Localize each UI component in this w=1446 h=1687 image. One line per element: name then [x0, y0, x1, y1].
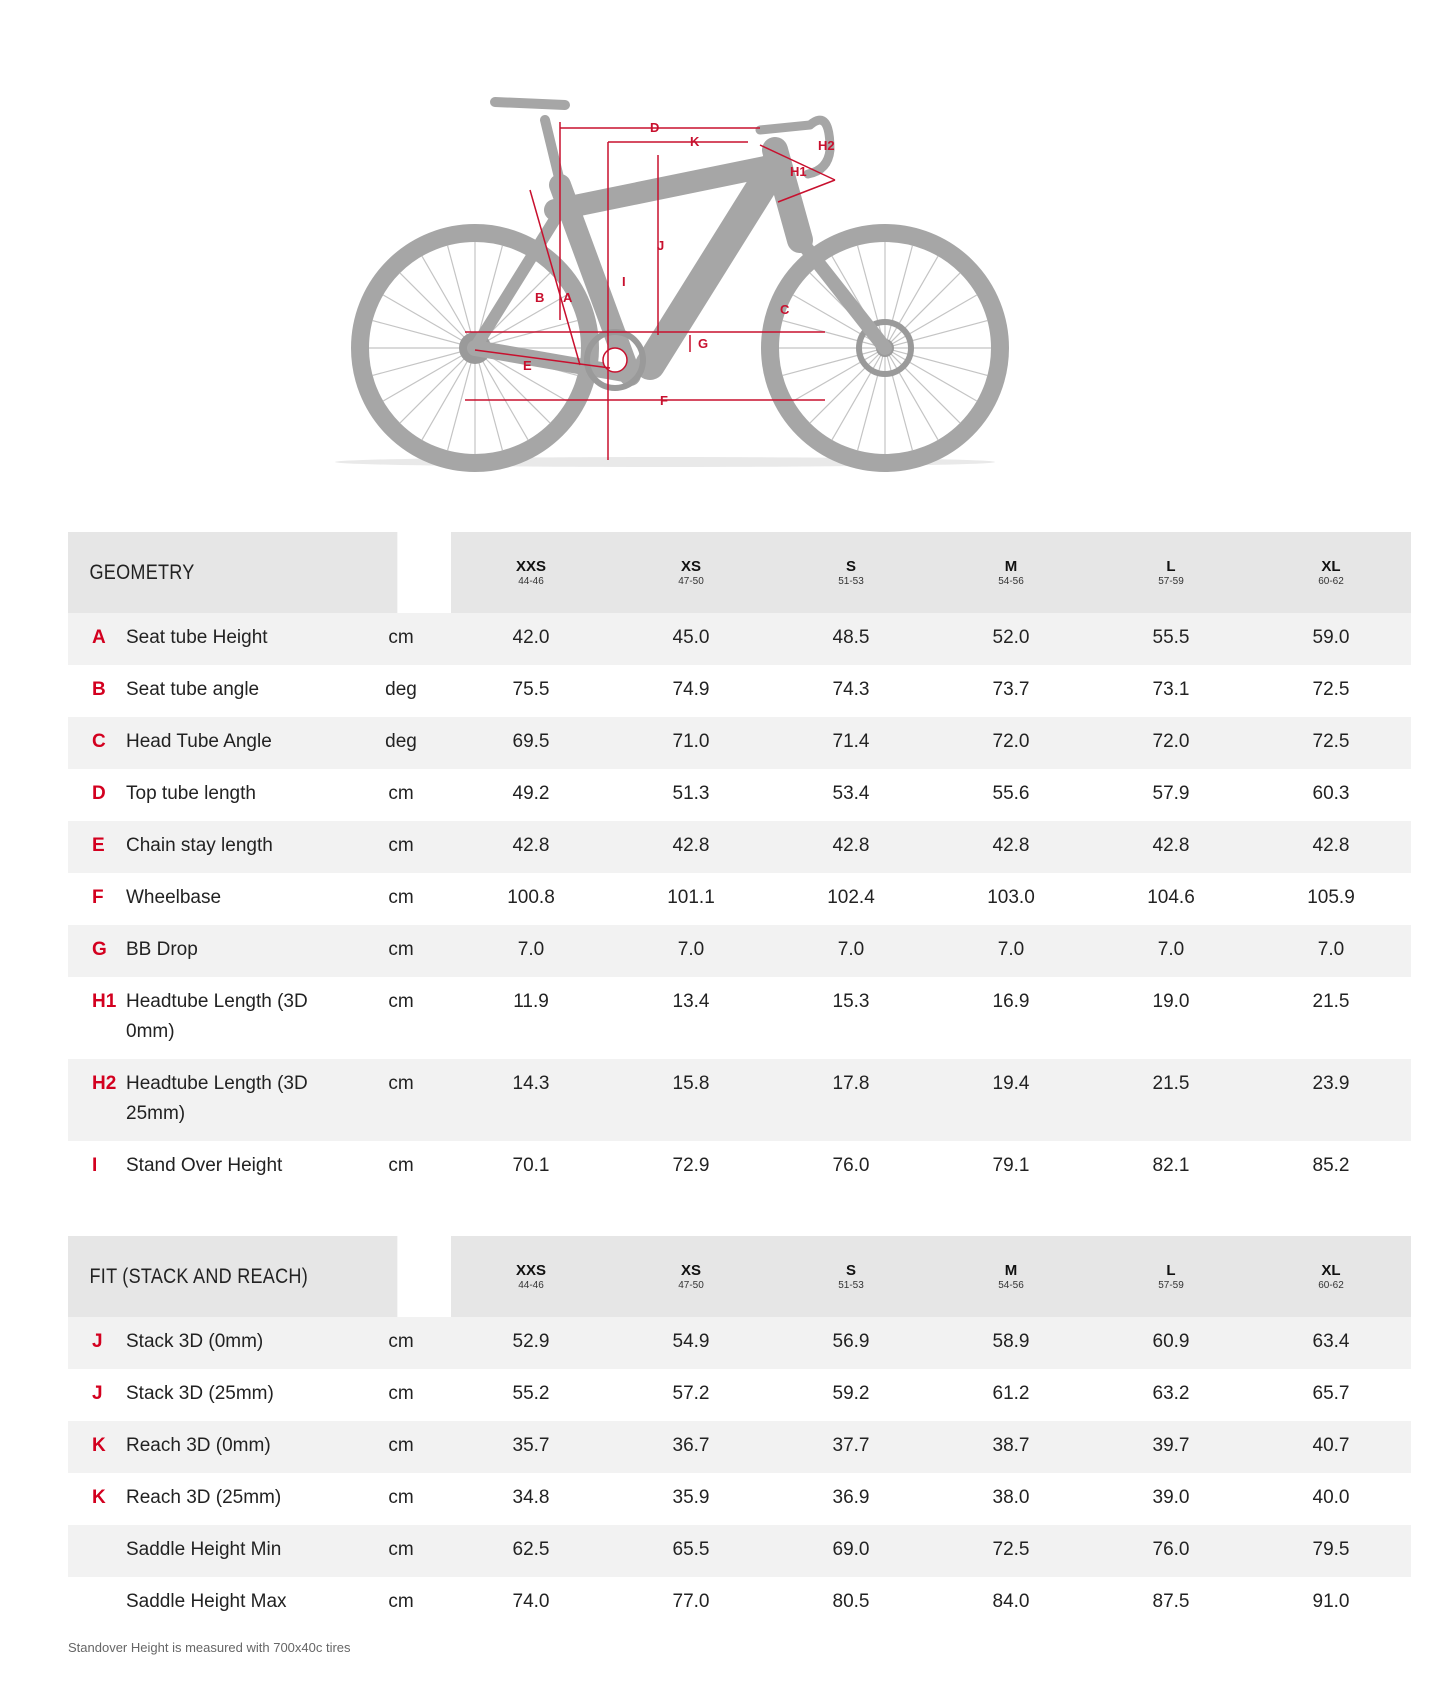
size-value: 71.4	[771, 717, 931, 769]
size-value: 7.0	[771, 925, 931, 977]
size-value: 59.2	[771, 1369, 931, 1421]
dimension-code: J	[68, 1369, 126, 1421]
size-value: 70.1	[451, 1141, 611, 1193]
size-value: 76.0	[1091, 1525, 1251, 1577]
size-value: 101.1	[611, 873, 771, 925]
dimension-name: Wheelbase	[126, 873, 351, 925]
size-value: 73.1	[1091, 665, 1251, 717]
dimension-unit: cm	[351, 873, 451, 925]
size-value: 71.0	[611, 717, 771, 769]
table-row	[68, 665, 1411, 717]
table-row	[68, 1317, 1411, 1369]
size-name: XS	[681, 557, 702, 575]
size-range: 47-50	[678, 1279, 704, 1291]
fit-header	[68, 1236, 1411, 1317]
size-value: 56.9	[771, 1317, 931, 1369]
size-range: 54-56	[998, 1279, 1024, 1291]
size-column-header	[451, 1236, 611, 1317]
size-value: 53.4	[771, 769, 931, 821]
size-value: 74.3	[771, 665, 931, 717]
size-name: L	[1166, 557, 1176, 575]
size-value: 76.0	[771, 1141, 931, 1193]
size-range: 60-62	[1318, 1279, 1344, 1291]
geometry-header	[68, 532, 1411, 613]
size-value: 21.5	[1251, 977, 1411, 1059]
dimension-code: I	[68, 1141, 126, 1193]
size-range: 44-46	[518, 575, 544, 587]
dimension-unit: cm	[351, 1369, 451, 1421]
size-value: 40.0	[1251, 1473, 1411, 1525]
size-value: 80.5	[771, 1577, 931, 1629]
size-value: 51.3	[611, 769, 771, 821]
geometry-rows	[68, 613, 1411, 1193]
size-range: 47-50	[678, 575, 704, 587]
size-value: 45.0	[611, 613, 771, 665]
dimension-code	[68, 1525, 126, 1577]
size-value: 7.0	[611, 925, 771, 977]
size-value: 11.9	[451, 977, 611, 1059]
dimension-unit: cm	[351, 1525, 451, 1577]
spoke	[885, 348, 938, 440]
size-value: 37.7	[771, 1421, 931, 1473]
dimension-name: Top tube length	[126, 769, 351, 821]
size-range: 60-62	[1318, 575, 1344, 587]
size-value: 77.0	[611, 1577, 771, 1629]
size-name: S	[846, 557, 857, 575]
size-value: 15.8	[611, 1059, 771, 1141]
size-value: 59.0	[1251, 613, 1411, 665]
dimension-label: E	[523, 358, 532, 373]
table-row	[68, 1421, 1411, 1473]
size-value: 62.5	[451, 1525, 611, 1577]
fit-title: FIT (STACK AND REACH)	[68, 1236, 397, 1317]
dimension-name: Head Tube Angle	[126, 717, 351, 769]
table-row	[68, 1141, 1411, 1193]
size-value: 40.7	[1251, 1421, 1411, 1473]
size-value: 34.8	[451, 1473, 611, 1525]
size-value: 16.9	[931, 977, 1091, 1059]
size-value: 7.0	[1091, 925, 1251, 977]
size-column-header	[931, 1236, 1091, 1317]
size-column-header	[611, 1236, 771, 1317]
dimension-name: Chain stay length	[126, 821, 351, 873]
dimension-code: J	[68, 1317, 126, 1369]
size-value: 7.0	[451, 925, 611, 977]
size-value: 39.0	[1091, 1473, 1251, 1525]
size-value: 54.9	[611, 1317, 771, 1369]
size-value: 63.2	[1091, 1369, 1251, 1421]
dimension-name: Saddle Height Min	[126, 1525, 351, 1577]
size-name: XL	[1321, 1261, 1341, 1279]
size-value: 100.8	[451, 873, 611, 925]
size-value: 104.6	[1091, 873, 1251, 925]
spoke	[885, 273, 960, 348]
size-column-header	[451, 532, 611, 613]
size-value: 72.0	[1091, 717, 1251, 769]
size-value: 55.5	[1091, 613, 1251, 665]
dimension-code: H2	[68, 1059, 126, 1141]
size-name: XL	[1321, 557, 1341, 575]
dimension-label: G	[698, 336, 709, 351]
size-range: 44-46	[518, 1279, 544, 1291]
table-row	[68, 769, 1411, 821]
size-value: 14.3	[451, 1059, 611, 1141]
size-value: 72.5	[1251, 665, 1411, 717]
dimension-name: Saddle Height Max	[126, 1577, 351, 1629]
dimension-name: Stack 3D (25mm)	[126, 1369, 351, 1421]
dimension-name: Seat tube Height	[126, 613, 351, 665]
size-value: 42.8	[931, 821, 1091, 873]
size-value: 35.9	[611, 1473, 771, 1525]
size-value: 74.0	[451, 1577, 611, 1629]
size-column-header	[611, 532, 771, 613]
size-name: L	[1166, 1261, 1176, 1279]
dimension-unit: cm	[351, 1421, 451, 1473]
dimension-unit: deg	[351, 717, 451, 769]
size-value: 91.0	[1251, 1577, 1411, 1629]
size-name: M	[1004, 557, 1018, 575]
size-value: 79.5	[1251, 1525, 1411, 1577]
size-value: 57.9	[1091, 769, 1251, 821]
size-range: 57-59	[1158, 1279, 1184, 1291]
dimension-unit: cm	[351, 769, 451, 821]
dimension-name: Stack 3D (0mm)	[126, 1317, 351, 1369]
dimension-label: I	[622, 274, 626, 289]
dimension-unit: cm	[351, 1473, 451, 1525]
size-value: 73.7	[931, 665, 1091, 717]
size-column-header	[1251, 1236, 1411, 1317]
table-row	[68, 717, 1411, 769]
dimension-label: F	[660, 393, 668, 408]
size-value: 72.0	[931, 717, 1091, 769]
table-row	[68, 873, 1411, 925]
size-value: 65.5	[611, 1525, 771, 1577]
size-value: 49.2	[451, 769, 611, 821]
size-column-header	[1091, 1236, 1251, 1317]
bike-geometry-diagram	[330, 90, 1050, 510]
size-value: 102.4	[771, 873, 931, 925]
dimension-label: H1	[790, 164, 807, 179]
geometry-title: GEOMETRY	[68, 532, 397, 613]
size-value: 52.9	[451, 1317, 611, 1369]
size-column-header	[931, 532, 1091, 613]
dimension-name: Reach 3D (25mm)	[126, 1473, 351, 1525]
size-value: 74.9	[611, 665, 771, 717]
dimension-code: G	[68, 925, 126, 977]
size-name: XS	[680, 1261, 701, 1279]
size-value: 7.0	[1251, 925, 1411, 977]
size-value: 58.9	[931, 1317, 1091, 1369]
size-value: 79.1	[931, 1141, 1091, 1193]
size-value: 85.2	[1251, 1141, 1411, 1193]
size-value: 87.5	[1091, 1577, 1251, 1629]
size-value: 55.2	[451, 1369, 611, 1421]
dimension-code: E	[68, 821, 126, 873]
size-value: 13.4	[611, 977, 771, 1059]
size-value: 105.9	[1251, 873, 1411, 925]
dimension-label: J	[657, 238, 665, 253]
size-value: 103.0	[931, 873, 1091, 925]
size-value: 55.6	[931, 769, 1091, 821]
spoke	[885, 256, 938, 348]
dimension-code: F	[68, 873, 126, 925]
table-row	[68, 925, 1411, 977]
size-value: 36.9	[771, 1473, 931, 1525]
fit-table	[68, 1236, 1411, 1629]
size-column-header	[771, 532, 931, 613]
size-column-header	[1251, 532, 1411, 613]
table-row	[68, 1369, 1411, 1421]
dimension-name: Seat tube angle	[126, 665, 351, 717]
table-row	[68, 613, 1411, 665]
spoke	[885, 295, 977, 348]
dimension-name: Headtube Length (3D 0mm)	[126, 977, 351, 1059]
dimension-label: K	[690, 134, 700, 149]
size-range: 54-56	[998, 575, 1024, 587]
size-value: 60.3	[1251, 769, 1411, 821]
dimension-unit: cm	[351, 1141, 451, 1193]
size-value: 19.4	[931, 1059, 1091, 1141]
spoke	[885, 348, 977, 401]
size-value: 52.0	[931, 613, 1091, 665]
dimension-unit: cm	[351, 1317, 451, 1369]
size-name: XXS	[516, 557, 547, 575]
size-value: 39.7	[1091, 1421, 1251, 1473]
size-value: 38.7	[931, 1421, 1091, 1473]
size-column-header	[1091, 532, 1251, 613]
dimension-label: B	[535, 290, 545, 305]
dimension-code: H1	[68, 977, 126, 1059]
spoke	[885, 348, 960, 423]
dimension-unit: cm	[351, 821, 451, 873]
dimension-name: Headtube Length (3D 25mm)	[126, 1059, 351, 1141]
dimension-name: Stand Over Height	[126, 1141, 351, 1193]
dimension-unit: cm	[351, 613, 451, 665]
footnote: Standover Height is measured with 700x40c tires	[68, 1640, 351, 1655]
size-range: 51-53	[838, 575, 864, 587]
size-value: 63.4	[1251, 1317, 1411, 1369]
size-value: 84.0	[931, 1577, 1091, 1629]
size-value: 42.8	[771, 821, 931, 873]
fit-rows	[68, 1317, 1411, 1629]
dimension-code: D	[68, 769, 126, 821]
size-value: 72.5	[931, 1525, 1091, 1577]
bottom-bracket	[603, 348, 627, 372]
dimension-name: Reach 3D (0mm)	[126, 1421, 351, 1473]
size-value: 21.5	[1091, 1059, 1251, 1141]
dimension-label: A	[563, 290, 573, 305]
size-value: 65.7	[1251, 1369, 1411, 1421]
spoke	[793, 348, 885, 401]
dimension-code: A	[68, 613, 126, 665]
size-value: 42.8	[451, 821, 611, 873]
dimension-unit: deg	[351, 665, 451, 717]
size-value: 15.3	[771, 977, 931, 1059]
size-value: 7.0	[931, 925, 1091, 977]
dimension-label: H2	[818, 138, 835, 153]
spoke	[832, 348, 885, 440]
dimension-code: C	[68, 717, 126, 769]
table-row	[68, 1473, 1411, 1525]
size-value: 35.7	[451, 1421, 611, 1473]
dimension-unit: cm	[351, 977, 451, 1059]
spoke	[810, 348, 885, 423]
size-value: 23.9	[1251, 1059, 1411, 1141]
geometry-table	[68, 532, 1411, 1193]
table-row	[68, 821, 1411, 873]
size-value: 69.5	[451, 717, 611, 769]
size-value: 60.9	[1091, 1317, 1251, 1369]
size-name: XXS	[515, 1261, 546, 1279]
size-name: S	[845, 1261, 856, 1279]
size-value: 61.2	[931, 1369, 1091, 1421]
dimension-label: C	[780, 302, 790, 317]
size-value: 42.8	[1251, 821, 1411, 873]
size-range: 51-53	[838, 1279, 864, 1291]
table-row	[68, 1059, 1411, 1141]
dimension-name: BB Drop	[126, 925, 351, 977]
table-row	[68, 977, 1411, 1059]
size-value: 36.7	[611, 1421, 771, 1473]
size-name: M	[1004, 1261, 1018, 1279]
size-value: 42.8	[1091, 821, 1251, 873]
dimension-code: K	[68, 1473, 126, 1525]
size-value: 72.9	[611, 1141, 771, 1193]
size-value: 42.0	[451, 613, 611, 665]
size-value: 19.0	[1091, 977, 1251, 1059]
dimension-code: K	[68, 1421, 126, 1473]
dimension-code	[68, 1577, 126, 1629]
size-value: 48.5	[771, 613, 931, 665]
table-row	[68, 1577, 1411, 1629]
dimension-label: D	[650, 120, 660, 135]
size-value: 42.8	[611, 821, 771, 873]
dimension-unit: cm	[351, 1059, 451, 1141]
size-value: 17.8	[771, 1059, 931, 1141]
size-value: 38.0	[931, 1473, 1091, 1525]
table-row	[68, 1525, 1411, 1577]
size-range: 57-59	[1158, 575, 1184, 587]
size-value: 72.5	[1251, 717, 1411, 769]
size-value: 75.5	[451, 665, 611, 717]
size-value: 69.0	[771, 1525, 931, 1577]
size-value: 82.1	[1091, 1141, 1251, 1193]
size-column-header	[771, 1236, 931, 1317]
dimension-unit: cm	[351, 925, 451, 977]
dimension-code: B	[68, 665, 126, 717]
size-value: 57.2	[611, 1369, 771, 1421]
dimension-unit: cm	[351, 1577, 451, 1629]
